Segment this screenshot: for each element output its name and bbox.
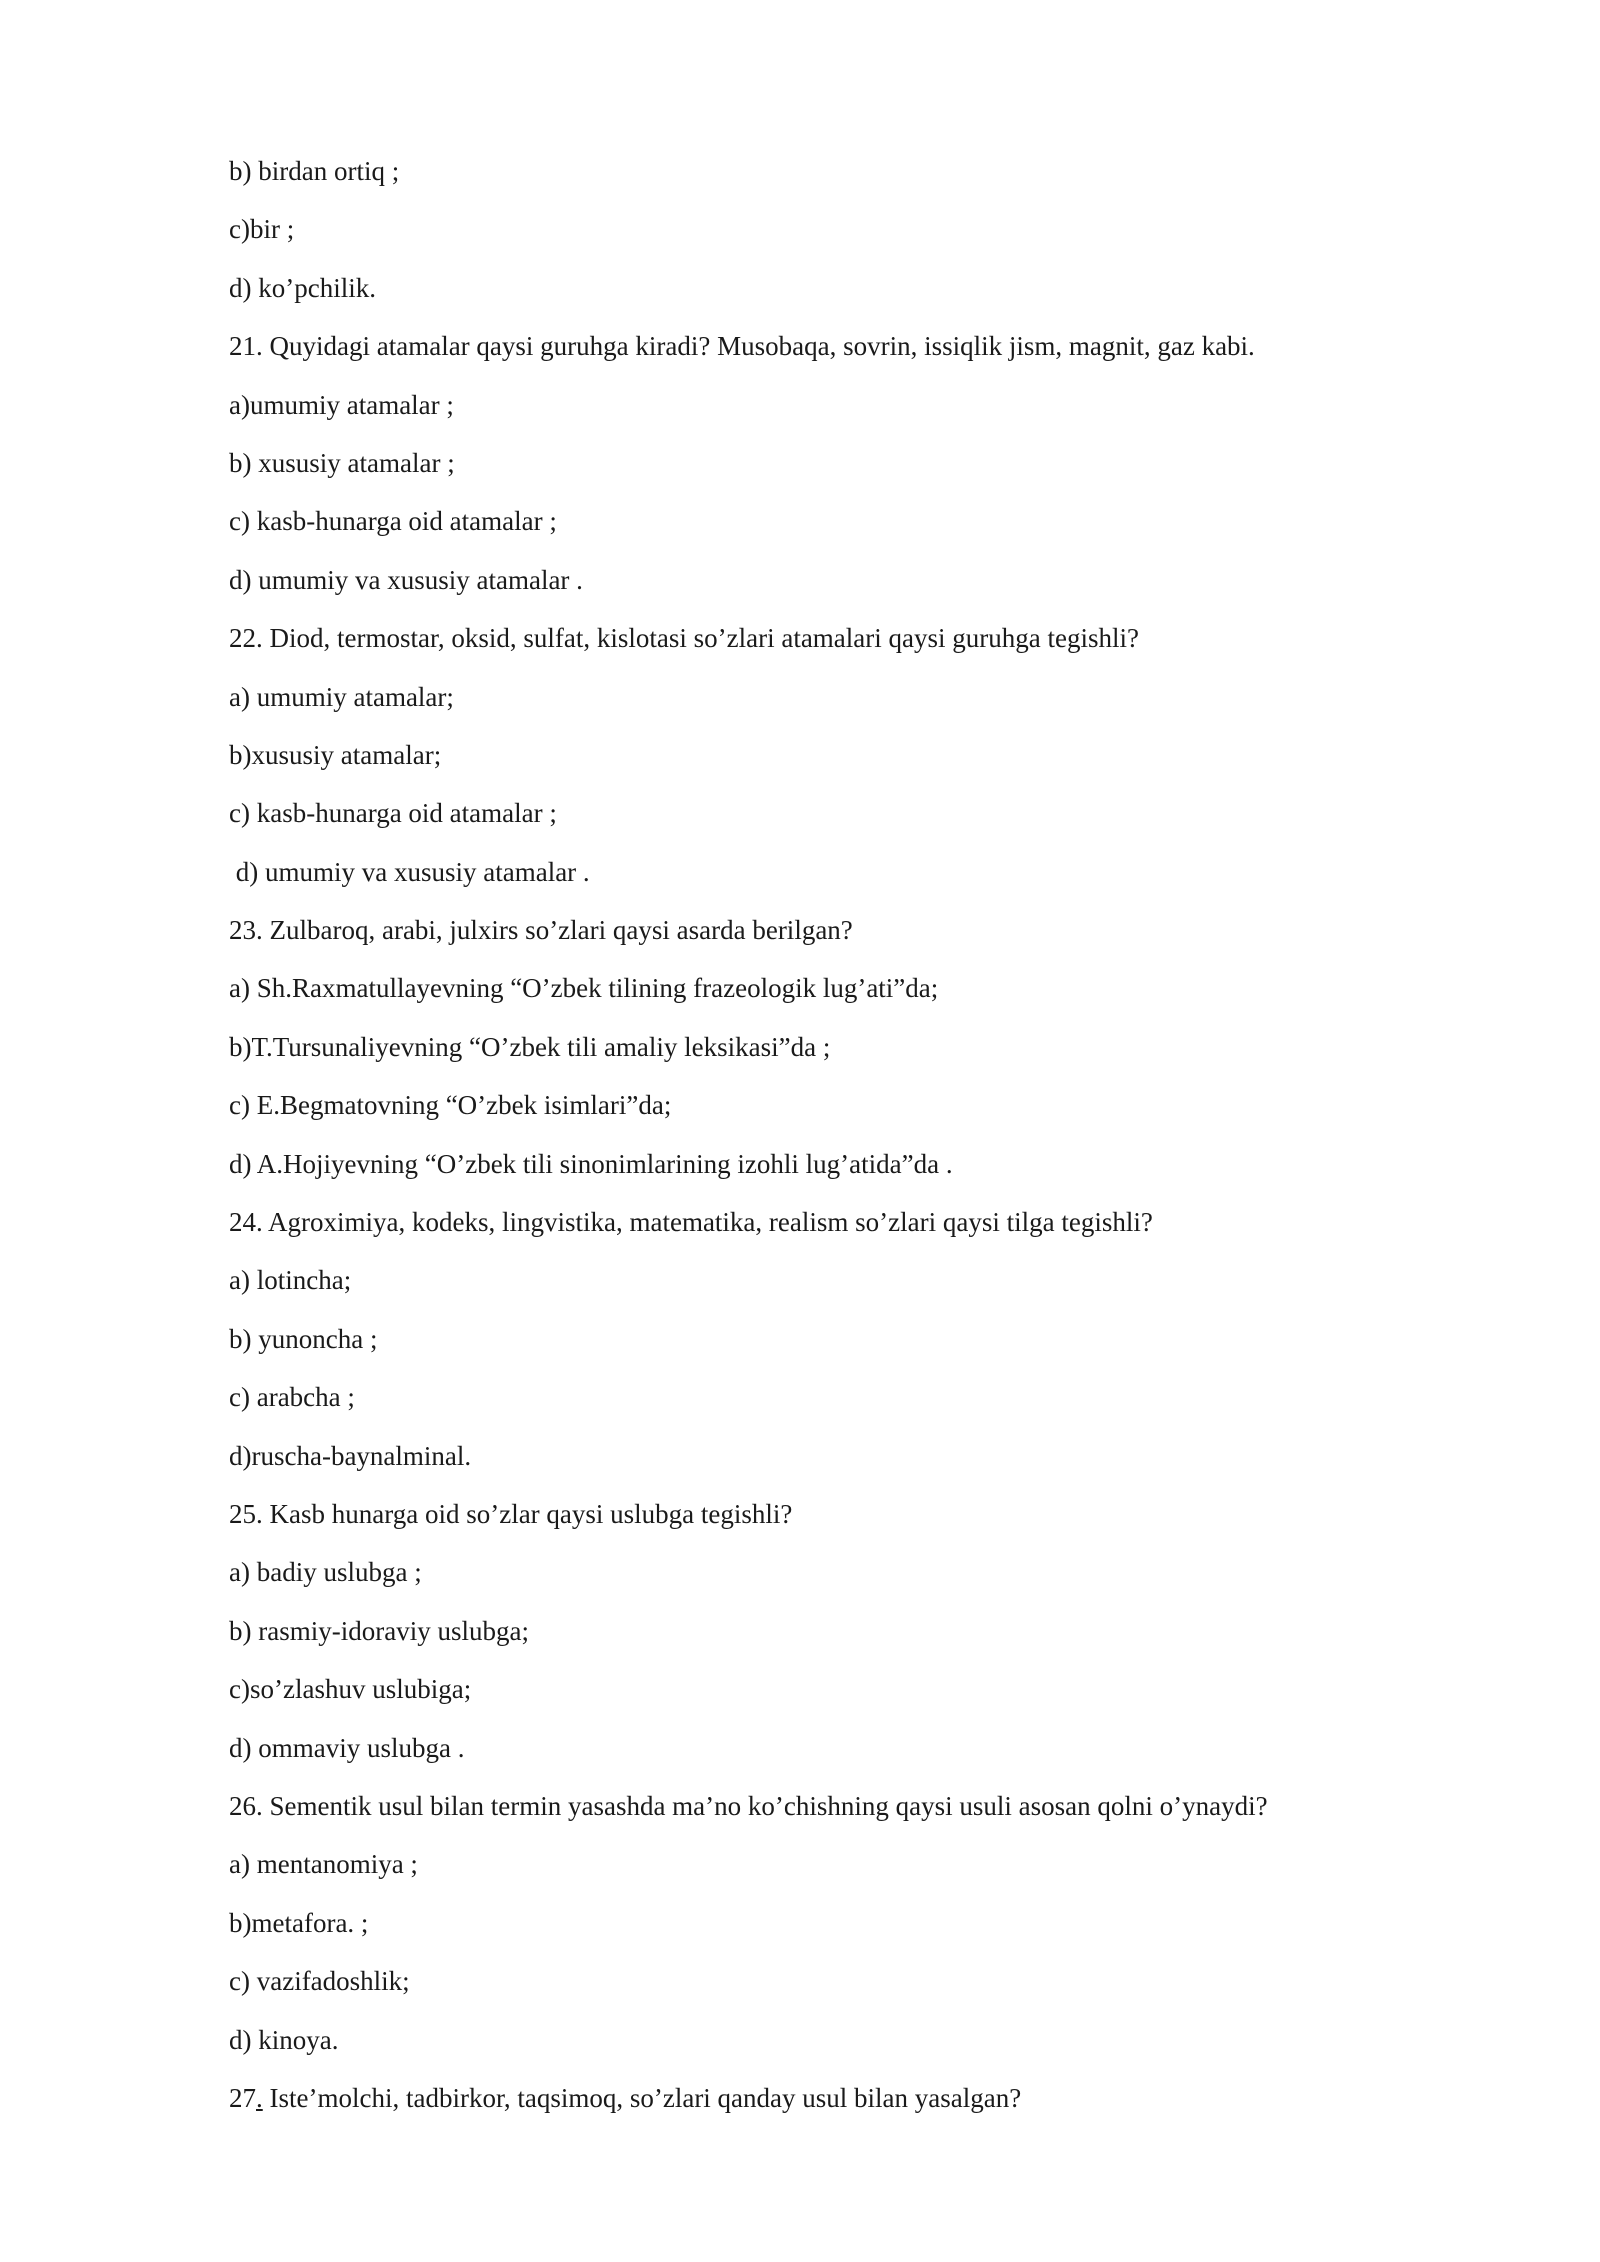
- answer-option-b: b) rasmiy-idoraviy uslubga;: [229, 1615, 529, 1646]
- answer-option-c: c)so’zlashuv uslubiga;: [229, 1674, 472, 1705]
- answer-option-b: b)metafora. ;: [229, 1907, 369, 1938]
- answer-option-d: d) umumiy va xususiy atamalar .: [229, 564, 583, 595]
- answer-option-b: b)xususiy atamalar;: [229, 739, 442, 770]
- answer-option-b: b) yunoncha ;: [229, 1323, 378, 1354]
- answer-option-c: c) E.Begmatovning “O’zbek isimlari”da;: [229, 1090, 672, 1121]
- answer-option-d: d) ommaviy uslubga .: [229, 1732, 465, 1763]
- answer-option-b: b) birdan ortiq ;: [229, 156, 400, 186]
- answer-option-b: b)T.Tursunaliyevning “O’zbek tili amaliy leksikasi”da ;: [229, 1031, 831, 1062]
- question-number-dot: .: [256, 2082, 263, 2113]
- question-26: 26. Sementik usul bilan termin yasashda ma’no ko’chishning qaysi usuli asosan qolni o’ynaydi?: [229, 1790, 1268, 1821]
- question-text: Iste’molchi, tadbirkor, taqsimoq, so’zlari qanday usul bilan yasalgan?: [262, 2082, 1022, 2113]
- answer-option-a: a) lotincha;: [229, 1265, 352, 1296]
- answer-option-a: a) mentanomiya ;: [229, 1849, 418, 1880]
- question-25: 25. Kasb hunarga oid so’zlar qaysi uslubga tegishli?: [229, 1498, 793, 1529]
- answer-option-b: b) xususiy atamalar ;: [229, 447, 455, 478]
- answer-option-d: d)ruscha-baynalminal.: [229, 1440, 472, 1471]
- answer-option-c: c) kasb-hunarga oid atamalar ;: [229, 798, 557, 829]
- answer-option-c: c) arabcha ;: [229, 1382, 355, 1413]
- answer-option-a: a)umumiy atamalar ;: [229, 389, 454, 420]
- question-21: 21. Quyidagi atamalar qaysi guruhga kiradi? Musobaqa, sovrin, issiqlik jism, magnit, gaz kabi.: [229, 331, 1255, 362]
- answer-option-d: d) ko’pchilik.: [229, 272, 376, 303]
- test-question-list: [229, 150, 1479, 2135]
- answer-option-c: c) vazifadoshlik;: [229, 1966, 410, 1997]
- answer-option-d: d) kinoya.: [229, 2024, 339, 2055]
- answer-option-c: c)bir ;: [229, 214, 295, 245]
- question-24: 24. Agroximiya, kodeks, lingvistika, matematika, realism so’zlari qaysi tilga tegishli?: [229, 1207, 1153, 1238]
- question-27: [229, 2077, 1479, 2135]
- answer-option-a: a) umumiy atamalar;: [229, 681, 454, 712]
- answer-option-d: d) umumiy va xususiy atamalar .: [229, 856, 590, 887]
- answer-option-d: d) A.Hojiyevning “O’zbek tili sinonimlarining izohli lug’atida”da .: [229, 1148, 953, 1179]
- answer-option-a: a) badiy uslubga ;: [229, 1557, 422, 1588]
- answer-option-a: a) Sh.Raxmatullayevning “O’zbek tilining frazeologik lug’ati”da;: [229, 973, 939, 1004]
- answer-option-c: c) kasb-hunarga oid atamalar ;: [229, 506, 557, 537]
- question-22: 22. Diod, termostar, oksid, sulfat, kislotasi so’zlari atamalari qaysi guruhga tegishli?: [229, 623, 1139, 654]
- question-number: 27: [229, 2082, 256, 2113]
- question-23: 23. Zulbaroq, arabi, julxirs so’zlari qaysi asarda berilgan?: [229, 915, 853, 946]
